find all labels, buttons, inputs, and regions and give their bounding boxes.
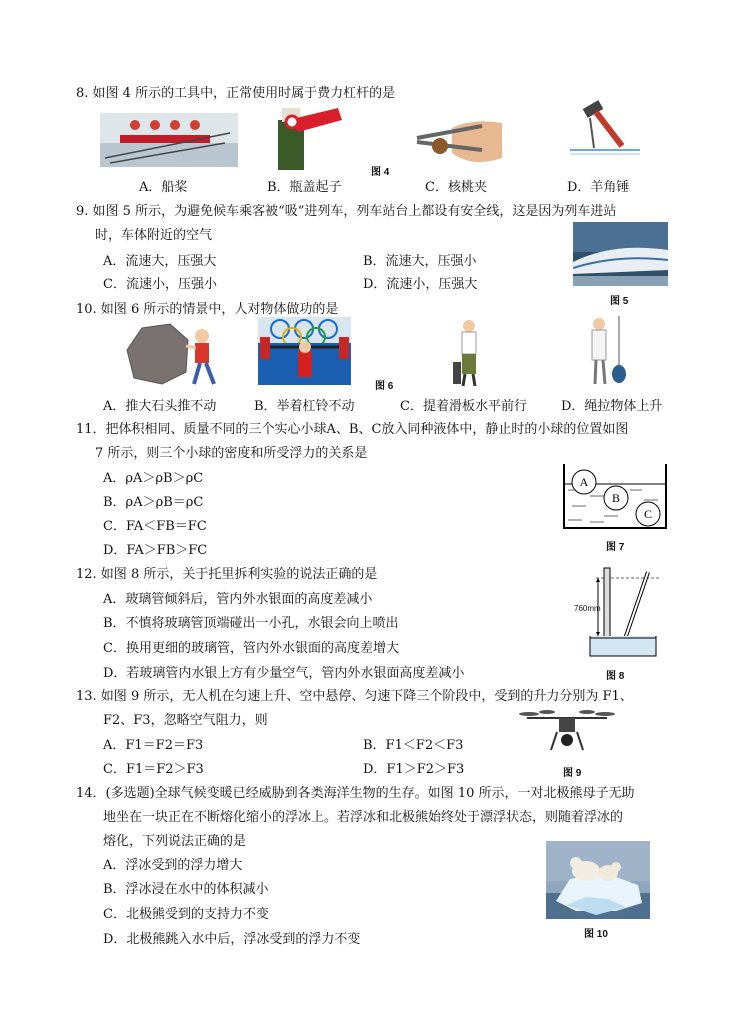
- q14-option-b: B．浮冰浸在水中的体积减小: [103, 882, 269, 897]
- claw-hammer-image: [560, 98, 642, 170]
- q14-option-d: D．北极熊跳入水中后，浮冰受到的浮力不变: [103, 932, 361, 947]
- q12-option-c: C．换用更细的玻璃管，管内外水银面的高度差增大: [103, 641, 399, 656]
- rope-pull-image: [587, 314, 633, 388]
- q14-option-a: A．浮冰受到的浮力增大: [103, 858, 243, 873]
- q8-stem: 8. 如图 4 所示的工具中，正常使用时属于费力杠杆的是: [76, 86, 396, 101]
- q11-stem-line1: 11．把体积相同、质量不同的三个实心小球A、B、C放入同种液体中，静止时的小球的位置如图: [76, 422, 629, 437]
- q13-option-b: B．F1＜F2＜F3: [363, 738, 464, 753]
- push-rock-image: [122, 320, 222, 388]
- bottle-opener-image: [268, 100, 346, 170]
- q10-option-d: D．绳拉物体上升: [561, 399, 663, 414]
- ball-label-b: B: [611, 491, 621, 505]
- height-760mm-label: 760mm: [574, 604, 601, 613]
- q13-option-d: D．F1＞F2＞F3: [363, 762, 465, 777]
- q11-option-b: B．ρA＞ρB＝ρC: [103, 495, 204, 510]
- nutcracker-image: [412, 98, 506, 168]
- skateboard-carry-image: [449, 318, 489, 388]
- figure-9-caption: 图 9: [563, 768, 582, 779]
- q12-option-a: A．玻璃管倾斜后，管内外水银面的高度差减小: [103, 592, 373, 607]
- q9-option-b: B．流速大，压强小: [363, 254, 477, 269]
- q14-option-c: C．北极熊受到的支持力不变: [103, 907, 269, 922]
- figure-4-caption: 图 4: [371, 167, 390, 178]
- figure-10-caption: 图 10: [584, 929, 608, 940]
- q14-stem-line2: 地坐在一块正在不断熔化缩小的浮冰上。若浮冰和北极熊始终处于漂浮状态，则随着浮冰的: [103, 810, 624, 825]
- q8-option-d: D．羊角锤: [567, 180, 630, 195]
- high-speed-train-image: [573, 222, 668, 286]
- q11-option-a: A．ρA＞ρB＞ρC: [103, 471, 204, 486]
- q8-option-c: C．核桃夹: [425, 180, 487, 195]
- q8-option-b: B．瓶盖起子: [267, 180, 342, 195]
- q9-stem-line2: 时，车体附近的空气: [95, 228, 213, 243]
- q10-option-b: B．举着杠铃不动: [254, 399, 355, 414]
- q13-stem-line2: F2、F3，忽略空气阻力，则: [103, 713, 268, 728]
- figure-8-caption: 图 8: [606, 671, 625, 682]
- ball-label-c: C: [643, 507, 653, 521]
- rowing-boat-image: [100, 113, 238, 167]
- q11-option-c: C．FA＜FB＝FC: [103, 519, 207, 534]
- torricelli-experiment-diagram: [560, 564, 670, 662]
- drone-image: [517, 706, 617, 764]
- figure-6-caption: 图 6: [375, 381, 394, 392]
- polar-bears-ice-floe-image: [546, 841, 650, 919]
- q9-stem-line1: 9. 如图 5 所示，为避免候车乘客被“吸”进列车，列车站台上都设有安全线，这是因为列车进站: [76, 204, 617, 219]
- q12-option-d: D．若玻璃管内水银上方有少量空气，管内外水银面高度差减小: [103, 666, 465, 681]
- q13-stem-line1: 13. 如图 9 所示，无人机在匀速上升、空中悬停、匀速下降三个阶段中，受到的升力分别为 F1、: [76, 689, 633, 704]
- q12-stem: 12. 如图 8 所示，关于托里拆利实验的说法正确的是: [76, 567, 378, 582]
- figure-5-caption: 图 5: [610, 296, 629, 307]
- q14-stem-line3: 熔化，下列说法正确的是: [103, 834, 247, 849]
- q9-option-c: C．流速小，压强小: [103, 277, 217, 292]
- q10-stem: 10. 如图 6 所示的情景中，人对物体做功的是: [76, 302, 339, 317]
- q9-option-a: A．流速大，压强大: [103, 254, 217, 269]
- q14-stem-line1: 14．(多选题)全球气候变暖已经威胁到各类海洋生物的生存。如图 10 所示，一对北极熊母子无助: [76, 786, 635, 801]
- q12-option-b: B．不慎将玻璃管顶端碰出一小孔，水银会向上喷出: [103, 616, 399, 631]
- q10-option-a: A．推大石头推不动: [103, 399, 217, 414]
- ball-label-a: A: [579, 475, 589, 489]
- weightlifter-image: [258, 317, 351, 385]
- q11-stem-line2: 7 所示，则三个小球的密度和所受浮力的关系是: [95, 446, 368, 461]
- figure-7-caption: 图 7: [606, 542, 625, 553]
- floating-balls-diagram: [560, 460, 670, 532]
- q10-option-c: C．提着滑板水平前行: [400, 399, 527, 414]
- q11-option-d: D．FA＞FB＞FC: [103, 543, 208, 558]
- q9-option-d: D．流速小，压强大: [363, 277, 478, 292]
- q13-option-c: C．F1＝F2＞F3: [103, 762, 204, 777]
- q13-option-a: A．F1＝F2＝F3: [103, 738, 204, 753]
- q8-option-a: A．船桨: [139, 180, 188, 195]
